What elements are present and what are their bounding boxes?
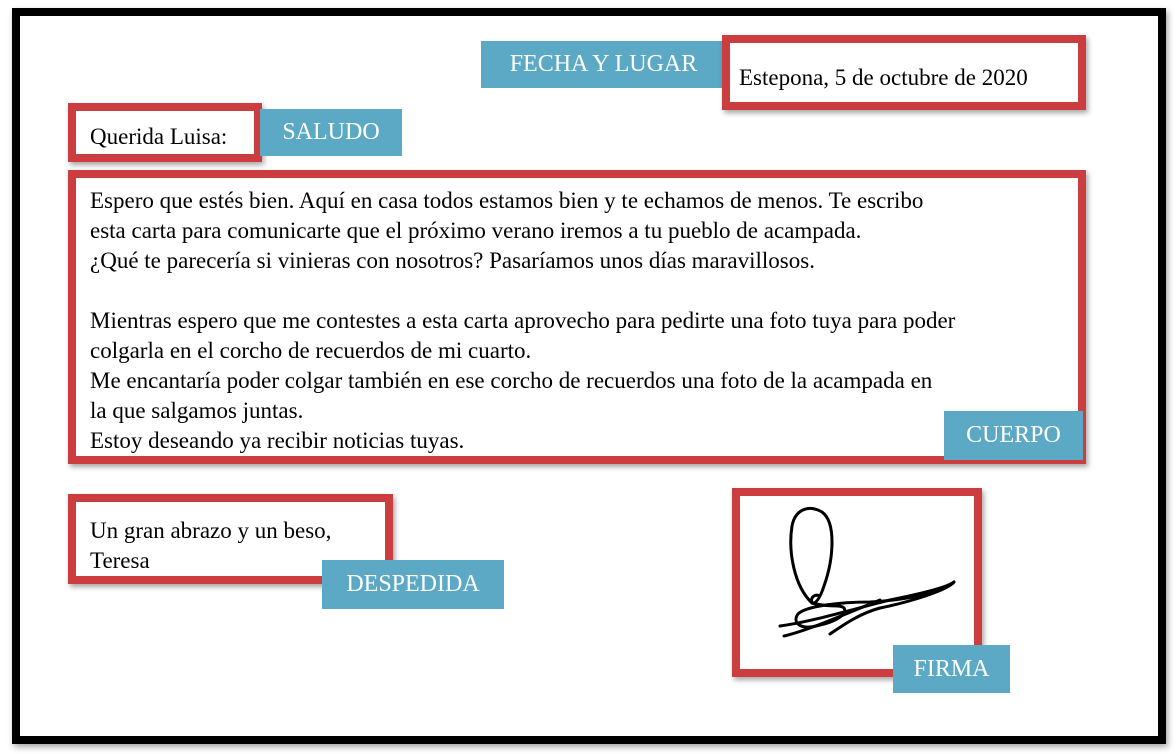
- paragraph-gap: [90, 276, 1072, 306]
- greeting-box: [68, 103, 262, 162]
- handwritten-signature-icon: [740, 496, 974, 669]
- body-line: Mientras espero que me contestes a esta carta aprovecho para pedirte una foto tuya para poder: [90, 308, 956, 333]
- label-saludo: SALUDO: [260, 109, 402, 156]
- body-line: la que salgamos juntas.: [90, 398, 304, 423]
- label-despedida: DESPEDIDA: [322, 560, 504, 609]
- body-line: ¿Qué te parecería si vinieras con nosotros? Pasaríamos unos días maravillosos.: [90, 248, 815, 273]
- body-line: esta carta para comunicarte que el próximo verano iremos a tu pueblo de acampada.: [90, 218, 862, 243]
- date-place-text: Estepona, 5 de octubre de 2020: [739, 65, 1028, 90]
- greeting-text: Querida Luisa:: [90, 124, 228, 149]
- label-fecha-y-lugar: FECHA Y LUGAR: [481, 41, 726, 88]
- body-line: Me encantaría poder colgar también en ese corcho de recuerdos una foto de la acampada en: [90, 368, 933, 393]
- closing-name: Teresa: [90, 548, 150, 573]
- body-line: Estoy deseando ya recibir noticias tuyas.: [90, 428, 465, 453]
- body-text: [90, 186, 1072, 456]
- date-place-box: [722, 35, 1086, 110]
- label-cuerpo: CUERPO: [944, 411, 1083, 460]
- body-line: Espero que estés bien. Aquí en casa todos estamos bien y te echamos de menos. Te escribo: [90, 188, 924, 213]
- body-line: colgarla en el corcho de recuerdos de mi cuarto.: [90, 338, 532, 363]
- closing-line: Un gran abrazo y un beso,: [90, 518, 332, 543]
- body-box: [68, 170, 1086, 464]
- label-firma: FIRMA: [893, 645, 1010, 693]
